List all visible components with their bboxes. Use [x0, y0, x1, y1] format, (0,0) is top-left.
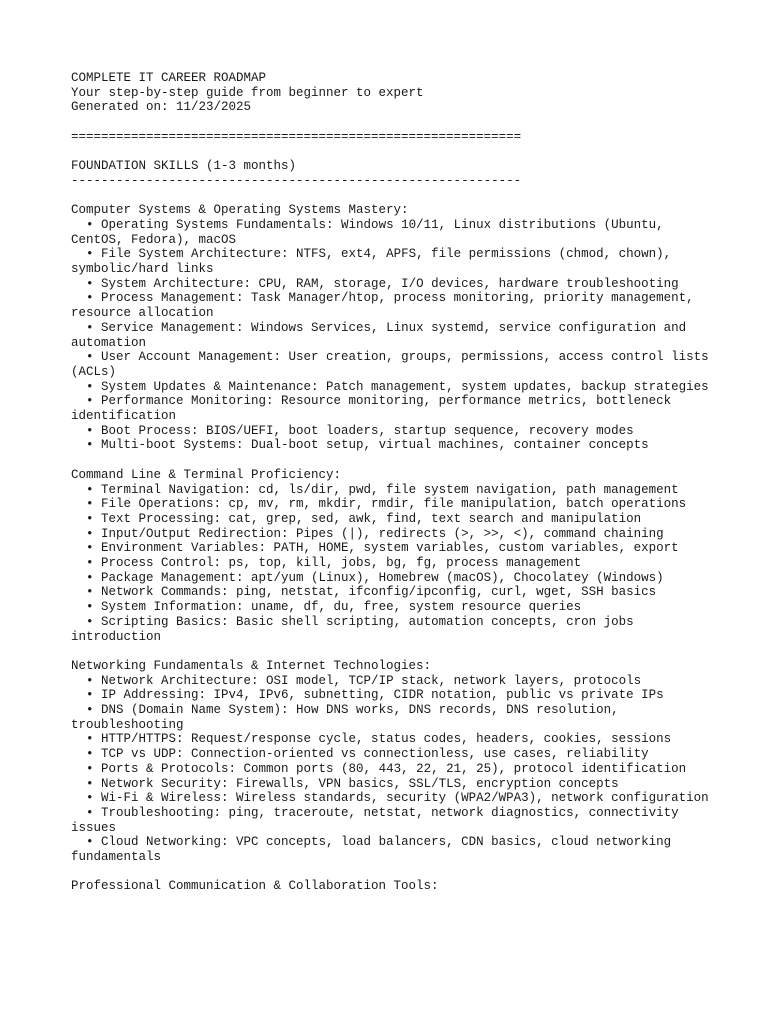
- bullet-item: • Service Management: Windows Services, Linux systemd, service configuration and automation: [71, 320, 694, 350]
- bullet-item: • Network Commands: ping, netstat, ifconfig/ipconfig, curl, wget, SSH basics: [71, 585, 657, 600]
- bullet-item: • TCP vs UDP: Connection-oriented vs connectionless, use cases, reliability: [71, 747, 649, 762]
- bullet-item: • HTTP/HTTPS: Request/response cycle, status codes, headers, cookies, sessions: [71, 732, 672, 747]
- spacer: [71, 189, 711, 204]
- bullet-item: • Wi-Fi & Wireless: Wireless standards, security (WPA2/WPA3), network configuration: [71, 791, 709, 806]
- bullet-item: • Terminal Navigation: cd, ls/dir, pwd, file system navigation, path management: [71, 482, 679, 497]
- bullet-item: • Multi-boot Systems: Dual-boot setup, virtual machines, container concepts: [71, 438, 649, 453]
- spacer: [71, 865, 711, 880]
- document-title: COMPLETE IT CAREER ROADMAP: [71, 71, 267, 85]
- double-rule: ============================================================: [71, 129, 522, 144]
- bullet-item: • Operating Systems Fundamentals: Windows 10/11, Linux distributions (Ubuntu, CentOS, Fedora), macOS: [71, 217, 672, 247]
- spacer: [71, 453, 711, 468]
- bullet-item: • Text Processing: cat, grep, sed, awk, find, text search and manipulation: [71, 511, 642, 526]
- sections-container: [71, 203, 717, 894]
- bullet-item: • File System Architecture: NTFS, ext4, APFS, file permissions (chmod, chown), symbolic/hard links: [71, 247, 679, 276]
- bullet-item: • Troubleshooting: ping, traceroute, netstat, network diagnostics, connectivity issues: [71, 805, 687, 835]
- bullet-item: • Network Architecture: OSI model, TCP/IP stack, network layers, protocols: [71, 673, 642, 688]
- section-heading: Professional Communication & Collaboration Tools:: [71, 879, 439, 894]
- single-rule: ------------------------------------------------------------: [71, 173, 522, 188]
- section: [71, 659, 711, 865]
- bullet-item: • File Operations: cp, mv, rm, mkdir, rmdir, file manipulation, batch operations: [71, 497, 687, 512]
- bullet-item: • IP Addressing: IPv4, IPv6, subnetting, CIDR notation, public vs private IPs: [71, 688, 664, 703]
- document-subtitle: Your step-by-step guide from beginner to expert: [71, 85, 424, 100]
- phase-title: FOUNDATION SKILLS (1-3 months): [71, 159, 297, 174]
- bullet-item: • Boot Process: BIOS/UEFI, boot loaders, startup sequence, recovery modes: [71, 423, 634, 438]
- spacer: [71, 115, 711, 130]
- bullet-item: • System Architecture: CPU, RAM, storage, I/O devices, hardware troubleshooting: [71, 276, 679, 291]
- bullet-item: • Input/Output Redirection: Pipes (|), redirects (>, >>, <), command chaining: [71, 526, 664, 541]
- bullet-item: • System Updates & Maintenance: Patch management, system updates, backup strategies: [71, 379, 709, 394]
- bullet-item: • System Information: uname, df, du, free, system resource queries: [71, 600, 582, 615]
- spacer: [71, 644, 711, 659]
- bullet-item: • User Account Management: User creation, groups, permissions, access control lists (ACLs): [71, 350, 717, 379]
- generated-date: Generated on: 11/23/2025: [71, 100, 252, 115]
- bullet-item: • Process Management: Task Manager/htop, process monitoring, priority management, resource allocation: [71, 291, 702, 321]
- bullet-item: • Scripting Basics: Basic shell scripting, automation concepts, cron jobs introduction: [71, 614, 642, 644]
- bullet-item: • Process Control: ps, top, kill, jobs, bg, fg, process management: [71, 556, 582, 571]
- section: [71, 879, 711, 894]
- document-page: [71, 71, 717, 894]
- bullet-item: • DNS (Domain Name System): How DNS works, DNS records, DNS resolution, troubleshooting: [71, 703, 627, 732]
- spacer: [71, 144, 711, 159]
- section: [71, 468, 711, 644]
- bullet-item: • Package Management: apt/yum (Linux), Homebrew (macOS), Chocolatey (Windows): [71, 570, 664, 585]
- section-heading: Networking Fundamentals & Internet Technologies:: [71, 658, 432, 673]
- bullet-item: • Network Security: Firewalls, VPN basics, SSL/TLS, encryption concepts: [71, 776, 619, 791]
- bullet-item: • Ports & Protocols: Common ports (80, 443, 22, 21, 25), protocol identification: [71, 761, 687, 776]
- bullet-item: • Cloud Networking: VPC concepts, load balancers, CDN basics, cloud networking fundamentals: [71, 835, 679, 865]
- section-heading: Computer Systems & Operating Systems Mastery:: [71, 203, 409, 218]
- bullet-item: • Environment Variables: PATH, HOME, system variables, custom variables, export: [71, 541, 679, 556]
- section: [71, 203, 717, 453]
- bullet-item: • Performance Monitoring: Resource monitoring, performance metrics, bottleneck identification: [71, 394, 679, 424]
- section-heading: Command Line & Terminal Proficiency:: [71, 467, 342, 482]
